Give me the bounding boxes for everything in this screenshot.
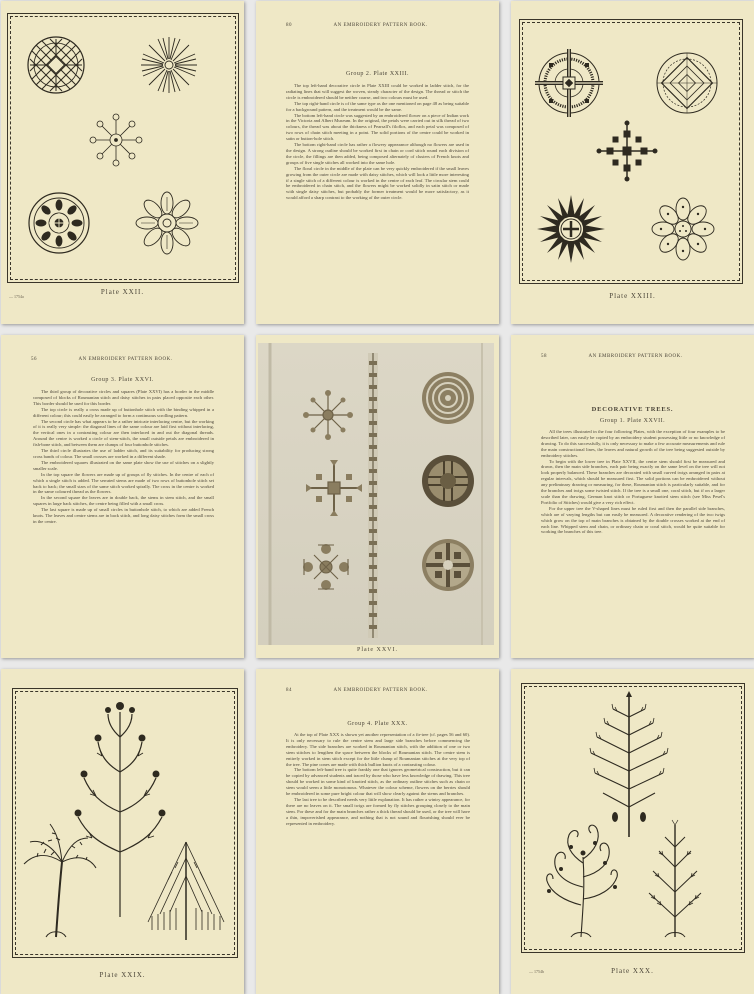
section-head: Group 4. Plate XXX. (347, 721, 408, 727)
page-number: 84 (286, 688, 292, 693)
section-head: Group 2. Plate XXIII. (346, 71, 409, 77)
paragraph: The second circle has what appears to be a rather intricate interlacing centre, but the working of it is really very simple: the diagonal lines of the same colour are laid first without interlacing, the vertical ones in a contrasting colour are then interlaced in and out the diagonal threads. Around the centre is worked a circle of stem-stitch, the small outside petals are embroidered in fish-bone stitch, and between them are clumps of four buttonhole stitches. (33, 418, 214, 448)
running-head (31, 357, 214, 362)
running-head (541, 354, 724, 359)
floral-ring-motif (90, 114, 142, 166)
paragraph: At the top of Plate XXX is shown yet another representation of a fir-tree (cf. pages 56 and 60). It is only necessary to rule the centre stem and large side branches before commencing the embroidery. The side branches are worked in Roumanian stitch, with the addition of one or two stem stitches to lengthen the space between the blocks of Roumanian stitch. The centre stem is entirely worked in stem stitch except for the little clump of Roumanian stitches at the very top of the tree. The pine cones are made with thick bullion knots of a contrasting colour. (286, 732, 470, 767)
fir-tree-motif (590, 691, 668, 837)
paragraph: The bottom left-hand circle was suggested by an embroidered flower on a piece of Indian work in the Victoria and Albert Museum. In the original, the petals were carried out in silk thread of two colours, the thread was about the thickness of Pearsall's filoflos, and each petal was composed of two rows of chain stitch meeting in a point. The solid portions of the centre could be worked in satin or button-hole stitch. (286, 112, 469, 142)
plate-caption: Plate XXII. (100, 288, 145, 296)
book-title: AN EMBROIDERY PATTERN BOOK. (333, 688, 428, 693)
woven-circle-motif (28, 37, 84, 93)
book-title: AN EMBROIDERY PATTERN BOOK. (588, 354, 683, 359)
body-text (286, 83, 469, 201)
embroidered-circle-motif (422, 372, 474, 424)
page-plate-xxvi[interactable] (256, 335, 499, 658)
book-title: AN EMBROIDERY PATTERN BOOK. (78, 357, 173, 362)
paragraph: The embroidered squares illustrated on the same plate show the use of stitches on a slightly smaller scale. (33, 459, 214, 471)
daisy-circle-motif (136, 192, 198, 254)
plate-xxix-illustration (16, 692, 232, 952)
paragraph: The last square is made up of small circles in buttonhole stitch, to which are added French knots. The leaves and centre stems are in back stitch, and long daisy stitches form the small cross in the centre. (33, 507, 214, 524)
paragraph: The last tree to be described needs very little explanation. It has rather a wintry appearance, for there are no leaves on it. The small twigs are formed by fly stitches grouping closely to the main stem. For these and for the main branches rather a thick thread should be used, or the tree will have a thin, impoverished appearance, and nothing that is not sound and flourishing should ever be represented in embroidery. (286, 796, 470, 826)
running-head (286, 23, 469, 28)
diamond-circle-motif (657, 53, 717, 113)
paragraph: The third circle illustrates the use of ladder stitch, and its suitability for producing strong cross bands of colour. The small crosses are worked in a different shade. (33, 448, 214, 459)
scroll-tree-motif (547, 825, 618, 937)
paragraph: In the second square the leaves are in double back, the stems in stem stitch, and the small squares in large back stitches, the centre being filled with a small cross. (33, 495, 214, 507)
plate-caption: Plate XXIII. (609, 292, 656, 300)
embroidery-photograph (258, 343, 494, 645)
embroidered-square-motif (303, 390, 353, 440)
plate-xxiii-illustration (523, 23, 737, 278)
section-head: Group 3. Plate XXVI. (91, 377, 154, 383)
embroidered-border (368, 353, 378, 638)
page-plate-xxiii[interactable] (511, 1, 754, 324)
page-text-group-3[interactable] (1, 335, 244, 658)
petal-circle-motif (29, 193, 89, 253)
palm-tree-motif (24, 824, 96, 937)
corner-mark: — 1754b (529, 969, 544, 974)
cross-cluster-motif (597, 121, 657, 181)
embroidered-circle-motif (422, 539, 474, 591)
paragraph: In the top square the flowers are made up of groups of fly stitches. In the centre of each of which a single stitch is added. The serrated stems are made of two rows of buttonhole stitch set back to back; the small stars of the same stitch worked spirally. The cross in the centre is worked in the same coloured thread as the flowers. (33, 471, 214, 495)
section-title: DECORATIVE TREES. (591, 406, 674, 413)
paragraph: The top circle is really a cross made up of buttonhole stitch with the binding whipped in a different colour; this could easily be arranged to form a continuous scrolling pattern. (33, 406, 214, 418)
paragraph: The bottom left-hand tree is quite frankly one that ignores geometrical construction, but it can be copied by advanced students and traced by those who have less knowledge of drawing. This tree should be worked in some kind of knotted stitch, as the ordinary outline stitches such as chain or stem would seem a little monotonous. Whatever the colour scheme, flowers on the berries should be embroidered in some pure bright colour that will show clearly against the stems and branches. (286, 767, 470, 797)
plate-caption: Plate XXX. (611, 967, 654, 975)
paragraph: The top right-hand circle is of the same type as the one mentioned on page 48 as being suitable for a background pattern, and the treatment would be the same. (286, 100, 469, 112)
paragraph: The top left-hand decorative circle in Plate XXIII could be worked in ladder stitch, for the radiating lines that will suggest the woven, steady character of the design. The thread or stitch the circle is embroidered should be neither coarse, and two colours must be used. (286, 83, 469, 100)
flowering-tree-motif (75, 702, 166, 917)
cross-circle-motif (535, 49, 603, 117)
daisy-flower-motif (652, 198, 714, 260)
body-text (33, 389, 214, 525)
page-text-group-4[interactable] (256, 669, 499, 994)
plate-caption: Plate XXIX. (99, 971, 146, 979)
page-text-group-2[interactable] (256, 1, 499, 324)
plate-caption: Plate XXVI. (357, 647, 398, 653)
page-number: 80 (286, 23, 292, 28)
sunburst-circle-motif (537, 195, 605, 263)
page-plate-xxx[interactable] (511, 669, 754, 994)
plate-xxx-illustration (525, 687, 739, 947)
page-number: 56 (31, 357, 37, 362)
section-head: Group 1. Plate XXVII. (599, 418, 666, 424)
page-text-decorative-trees[interactable] (511, 335, 754, 658)
embroidered-circle-motif (422, 455, 474, 507)
paragraph: The bottom right-hand circle has rather a flowery appearance although no flowers are used in the design. A strong outline should be worked first in chain or cord stitch round each division of the circle, the fillings are then added, being composed alternately of clusters of French knots and groups of five single stitches all worked into the same hole. (286, 142, 469, 165)
body-text (286, 732, 470, 827)
embroidered-square-motif (306, 460, 362, 516)
paragraph: The third group of decorative circles and squares (Plate XXVI) has a border in the middle composed of blocks of Roumanian stitch and daisy stitches in pairs placed opposite each other. This border should be used for this border. (33, 389, 214, 406)
paragraph: For the upper tree the V-shaped lines must be ruled first and then the parallel side branches, which are of varying lengths but can easily be measured. A decorative rendering of the two twigs which grow on the top of main branches is obtained by the double crosses worked at the end of each line. Whipped stem and chain, or ordinary chain or coral stitch, would be quite suitable for working the branches of this tree. (541, 505, 725, 535)
corner-mark: — 1754a (9, 294, 24, 299)
plate-xxii-illustration (11, 17, 233, 277)
bare-tree-motif (649, 820, 701, 937)
running-head (286, 688, 469, 693)
paragraph: All the trees illustrated in the four following Plates, with the exception of four examples to be described later, can easily be copied by an embroidery student possessing little or no knowledge of drawing. To do this successfully, it is only necessary to make a few accurate measurements and rule the main constructional lines, the leaves and natural growth of the tree being suggested outside by embroidery stitches. (541, 429, 725, 458)
starburst-circle-motif (141, 37, 197, 93)
page-plate-xxii[interactable] (1, 1, 244, 324)
book-title: AN EMBROIDERY PATTERN BOOK. (333, 23, 428, 28)
fir-tree-motif (148, 842, 224, 940)
paragraph: The floral circle in the middle of the plate can be very quickly embroidered if the small leaves growing from the outer circle are made with daisy stitches, which will look a little more interesting if a single stitch of a different colour is worked in the centre of each leaf. The circular stem could be embroidered in chain stitch, and the flowers might be worked solidly in satin stitch or made with single daisy stitches, but probably the former treatment would be more satisfactory, as it would afford a sharp contrast to the working of the outer circle. (286, 165, 469, 201)
page-number: 58 (541, 354, 547, 359)
paragraph: To begin with the lower tree in Plate XXVII, the centre stem should first be measured and drawn, then the main side branches, each pair being exactly on the same level on the tree will not look properly balanced. These branches are decorated with small curved twigs arranged in pairs at regular intervals, which should be measured first. The solid portions can be embroidered without any preliminary drawing or measuring, for these, Roumanian stitch is particularly suitable, and for the branches and twigs some twisted stitch. If the tree is a small one, coral stitch, but if on a larger scale than the drawing, German knot stitch or Portuguese knotted stem stitch (see Miss Pesel's Portfolio of Stitches) would give a very rich effect. (541, 458, 725, 505)
page-plate-xxix[interactable] (1, 669, 244, 994)
embroidered-square-motif (303, 544, 349, 590)
body-text (541, 429, 725, 535)
